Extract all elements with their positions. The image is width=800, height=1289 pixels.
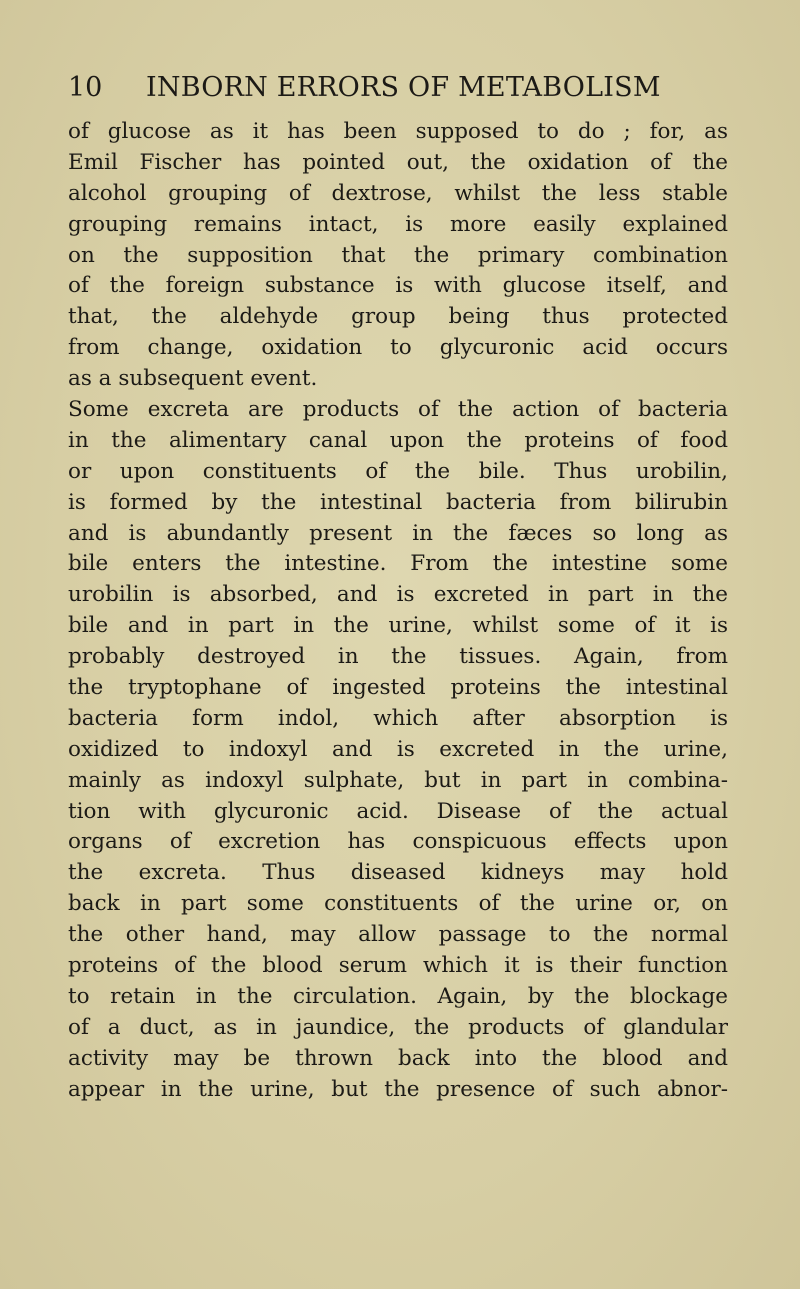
page-number: 10 bbox=[68, 72, 103, 103]
text-line: the tryptophane of ingested proteins the intestinal bbox=[68, 675, 728, 701]
text-line: bile enters the intestine. From the intestine some bbox=[68, 551, 728, 577]
text-line: bacteria form indol, which after absorption is bbox=[68, 705, 728, 731]
text-line: grouping remains intact, is more easily explained bbox=[68, 211, 728, 237]
text-line: probably destroyed in the tissues. Again, from bbox=[68, 644, 728, 670]
text-line: the other hand, may allow passage to the normal bbox=[68, 922, 728, 948]
running-title: INBORN ERRORS OF METABOLISM bbox=[146, 72, 661, 103]
text-line: of the foreign substance is with glucose itself, and bbox=[68, 273, 728, 299]
text-line: from change, oxidation to glycuronic acid occurs bbox=[68, 335, 728, 361]
text-line: is formed by the intestinal bacteria from bilirubin bbox=[68, 489, 728, 515]
text-line: the excreta. Thus diseased kidneys may hold bbox=[68, 860, 728, 886]
text-line: back in part some constituents of the urine or, on bbox=[68, 891, 728, 917]
text-line: bile and in part in the urine, whilst some of it is bbox=[68, 613, 728, 639]
text-line: mainly as indoxyl sulphate, but in part in combina- bbox=[68, 767, 728, 793]
text-line: and is abundantly present in the fæces so long as bbox=[68, 520, 728, 546]
text-line: alcohol grouping of dextrose, whilst the less stable bbox=[68, 180, 728, 206]
page-header bbox=[68, 68, 708, 108]
text-line: of a duct, as in jaundice, the products of glandular bbox=[68, 1014, 728, 1040]
text-line: organs of excretion has conspicuous effects upon bbox=[68, 829, 728, 855]
text-line: oxidized to indoxyl and is excreted in the urine, bbox=[68, 736, 728, 762]
text-line: tion with glycuronic acid. Disease of the actual bbox=[68, 798, 728, 824]
text-line: Emil Fischer has pointed out, the oxidation of the bbox=[68, 149, 728, 175]
text-line: on the supposition that the primary combination bbox=[68, 242, 728, 268]
text-line: to retain in the circulation. Again, by the blockage bbox=[68, 983, 728, 1009]
body-text bbox=[68, 117, 728, 1106]
text-line: of glucose as it has been supposed to do ; for, as bbox=[68, 119, 728, 144]
paragraph-end-line: as a subsequent event. bbox=[68, 366, 318, 392]
text-line: proteins of the blood serum which it is their function bbox=[68, 953, 728, 979]
text-line: that, the aldehyde group being thus protected bbox=[68, 304, 728, 330]
paragraph-start-line: Some excreta are products of the action of bacteria bbox=[68, 397, 728, 423]
text-line: in the alimentary canal upon the proteins of food bbox=[68, 427, 728, 453]
text-line: urobilin is absorbed, and is excreted in part in the bbox=[68, 582, 728, 608]
text-line: appear in the urine, but the presence of such abnor- bbox=[68, 1076, 728, 1102]
text-line: activity may be thrown back into the blood and bbox=[68, 1045, 728, 1071]
text-line: or upon constituents of the bile. Thus urobilin, bbox=[68, 458, 728, 484]
